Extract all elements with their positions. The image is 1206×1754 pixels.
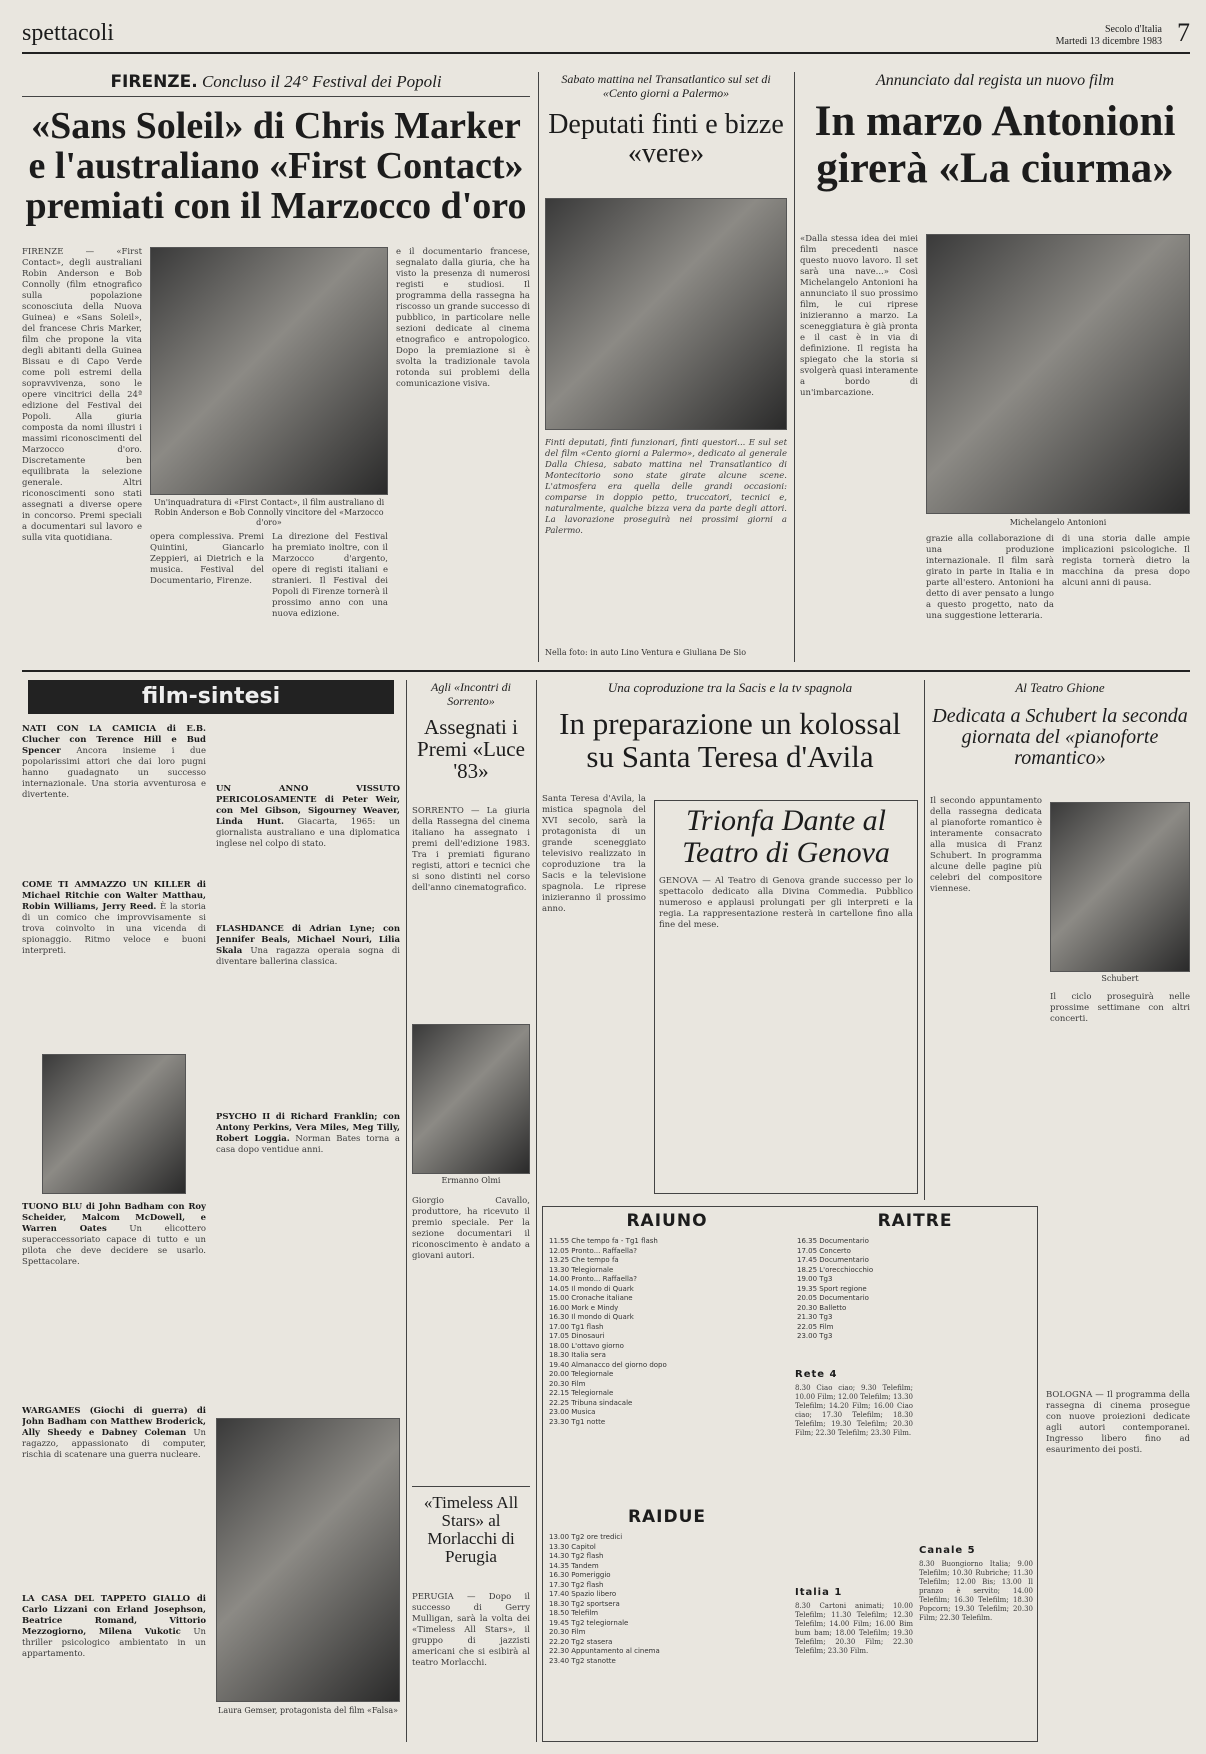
- article-column: grazie alla collaborazione di una produzione internazionale. Il film sarà girato in parte in Italia e in parte all'estero. Antonioni ha detto di aver pensato a lungo a questo progetto, nato da una suggestione letteraria.: [926, 534, 1054, 621]
- tv-item: 17.05 Dinosauri: [549, 1332, 605, 1340]
- photo-caption: Schubert: [1101, 974, 1139, 983]
- rete4-block: [795, 1369, 913, 1579]
- tv-item: 20.00 Telegiornale: [549, 1370, 614, 1378]
- article-photo: [926, 234, 1190, 514]
- column-rule: [924, 680, 925, 1200]
- article-kicker: Una coproduzione tra la Sacis e la tv spagnola: [607, 680, 853, 695]
- tv-item: 14.05 Il mondo di Quark: [549, 1284, 634, 1293]
- column-rule: [538, 72, 539, 662]
- article-kicker: Annunciato dal regista un nuovo film: [875, 72, 1115, 89]
- film-entry: [22, 1594, 206, 1714]
- article-body: SORRENTO — La giuria della Rassegna del cinema italiano ha assegnato i premi dell'edizione 1983. Tra i premiati figurano registi, attori e tecnici che si sono distinti nel corso dell'anno cinematografico.: [412, 806, 530, 893]
- tv-item: 23.30 Tg1 notte: [549, 1417, 606, 1426]
- film-photo: [216, 1418, 400, 1702]
- tv-item: 23.40 Tg2 stanotte: [549, 1656, 616, 1665]
- article-body-timeless: PERUGIA — Dopo il successo di Gerry Mulligan, sarà la volta dei «Timeless All Stars», il gruppo di jazzisti americani che si esibirà al teatro Morlacchi.: [412, 1592, 530, 1668]
- article-headline: Trionfa Dante al Teatro di Genova: [682, 804, 890, 869]
- article-column: La direzione del Festival ha premiato inoltre, con il Marzocco d'argento, opere di registi italiani e stranieri. Il Festival dei Popoli di Firenze tornerà il prossimo anno con una nuova edizione.: [272, 532, 388, 619]
- film-entry-text: Un elicottero superaccessoriato capace di tutto e un pilota che deve decidere se usarlo. Spettacolare.: [22, 1224, 206, 1267]
- tv-item: 16.00 Mork e Mindy: [549, 1303, 619, 1312]
- section-rule: [22, 670, 1190, 672]
- film-entry-text: Ancora insieme i due popolarissimi attori che dai loro pugni hanno guadagnato un successo internazionale. Una storia avventurosa e divertente.: [22, 746, 206, 800]
- tv-item: 20.05 Documentario: [797, 1294, 869, 1302]
- tv-item: 17.30 Tg2 flash: [549, 1580, 604, 1589]
- raidue-logo: RAIDUE: [627, 1507, 707, 1527]
- tv-item: 21.30 Tg3: [797, 1313, 833, 1321]
- canale5-schedule: 8.30 Buongiorno Italia; 9.00 Telefilm; 10.30 Rubriche; 11.30 Telefilm; 12.00 Bis; 13.00 Il pranzo è servito; 14.00 Telefilm; 16.30 Telefilm; 18.30 Popcorn; 19.30 Telefilm; 20.30 Film; 22.30 Telefilm.: [919, 1560, 1033, 1622]
- tv-item: 12.05 Pronto... Raffaella?: [549, 1246, 637, 1255]
- article-body: Il ciclo proseguirà nelle prossime settimane con altri concerti.: [1050, 992, 1190, 1024]
- article-deputati-finti: [545, 72, 787, 662]
- film-entry-text: Norman Bates torna a casa dopo ventidue anni.: [216, 1134, 400, 1155]
- rete4-logo: Rete 4: [795, 1369, 838, 1380]
- film-entry-title: WARGAMES (Giochi di guerra) di John Badham con Matthew Broderick, Ally Sheedy e Dabney Coleman: [22, 1406, 206, 1438]
- tv-item: 15.00 Cronache italiane: [549, 1294, 633, 1302]
- photo-caption: Laura Gemser, protagonista del film «Falsa»: [218, 1706, 398, 1715]
- article-photo: [1050, 802, 1190, 972]
- tv-item: 19.00 Tg3: [797, 1275, 833, 1283]
- tv-item: 19.45 Tg2 telegiornale: [549, 1618, 629, 1627]
- article-antonioni: [800, 72, 1190, 662]
- film-entry-title: LA CASA DEL TAPPETO GIALLO di Carlo Lizzani con Erland Josephson, Beatrice Romand, Vittorio Mezzogiorno, Milena Vukotic: [22, 1594, 206, 1637]
- tv-item: 19.40 Almanacco del giorno dopo: [549, 1360, 667, 1369]
- film-sintesi-left: [22, 724, 206, 1736]
- tv-item: 17.05 Concerto: [797, 1246, 851, 1255]
- article-body: Il secondo appuntamento della rassegna dedicata al pianoforte romantico è interamente consacrato alla musica di Franz Schubert. In programma alcune delle pagine più celebri del compositore viennese.: [930, 796, 1042, 894]
- film-entry-text: È la storia di un comico che improvvisamente si trova coinvolto in una vicenda di spionaggio. Ritmo veloce e buoni interpreti.: [22, 902, 206, 956]
- tv-item: 16.30 Pomeriggio: [549, 1571, 611, 1579]
- article-kicker: [22, 72, 530, 97]
- article-photo: [150, 247, 388, 495]
- tv-item: 18.25 L'orecchiocchio: [797, 1265, 874, 1274]
- banner-text: film-sintesi: [141, 684, 281, 709]
- tv-item: 22.20 Tg2 stasera: [549, 1637, 613, 1646]
- article-sans-soleil: [22, 72, 530, 662]
- film-entry-title: FLASHDANCE di Adrian Lyne; con Jennifer Beals, Michael Nouri, Lilia Skala: [216, 924, 400, 956]
- article-headline: Deputati finti e bizze «vere»: [548, 109, 784, 170]
- article-body: Finti deputati, finti funzionari, finti questori... E sul set del film «Cento giorni a Palermo», dedicato al generale Dalla Chiesa, sabato mattina nel Transatlantico di Montecitorio sono state girate alcune scene. L'atmosfera era quella delle grandi occasioni: comparse in doppio petto, truccatori, tecnici e, naturalmente, qualche bizza vera da parte degli attori. La lavorazione proseguirà nei prossimi giorni a Palermo.: [545, 438, 787, 536]
- film-entry-title: COME TI AMMAZZO UN KILLER di Michael Ritchie con Walter Matthau, Robin Williams, Jerry Reed.: [22, 880, 206, 912]
- italia1-schedule: 8.30 Cartoni animati; 10.00 Telefilm; 11.30 Telefilm; 12.30 Telefilm; 14.00 Film; 16.00 Bim bum bam; 18.00 Telefilm; 19.30 Telefilm; 20.30 Film; 22.30 Telefilm; 23.30 Film.: [795, 1602, 913, 1655]
- tv-item: 13.25 Che tempo fa: [549, 1256, 619, 1264]
- raidue-schedule: [549, 1533, 787, 1733]
- film-entry-title: PSYCHO II di Richard Franklin; con Antony Perkins, Vera Miles, Meg Tilly, Robert Loggia.: [216, 1112, 400, 1144]
- film-entry: [22, 1406, 206, 1586]
- tv-item: 19.35 Sport regione: [797, 1284, 867, 1293]
- tv-item: 23.00 Tg3: [797, 1332, 833, 1340]
- page-number: 7: [1177, 18, 1190, 47]
- film-sintesi-right: [216, 724, 400, 1736]
- film-entry-text: Un thriller psicologico ambientato in un appartamento.: [22, 1627, 206, 1659]
- article-rule: [412, 1486, 530, 1487]
- article-headline-timeless: «Timeless All Stars» al Morlacchi di Perugia: [423, 1493, 519, 1566]
- paper-meta: [1056, 24, 1162, 48]
- article-kicker: Sabato mattina nel Transatlantico sul set di «Cento giorni a Palermo»: [561, 72, 771, 100]
- photo-caption: Michelangelo Antonioni: [1009, 518, 1107, 527]
- article-photo: [545, 198, 787, 430]
- tv-item: 16.35 Documentario: [797, 1237, 869, 1245]
- film-entry: [22, 724, 206, 872]
- tv-item: 20.30 Film: [549, 1379, 586, 1388]
- issue-date: Martedì 13 dicembre 1983: [1055, 36, 1162, 47]
- article-body: Giorgio Cavallo, produttore, ha ricevuto il premio speciale. Per la sezione documentari il riconoscimento è andato a giovani autori.: [412, 1196, 530, 1261]
- raitre-logo: RAITRE: [877, 1211, 953, 1231]
- raiuno-logo: RAIUNO: [626, 1211, 708, 1231]
- tv-item: 17.45 Documentario: [797, 1256, 869, 1264]
- tv-item: 18.50 Telefilm: [549, 1609, 599, 1617]
- film-entry: [22, 880, 206, 1046]
- article-photo: [412, 1024, 530, 1174]
- photo-caption: Un'inquadratura di «First Contact», il film australiano di Robin Anderson e Bob Connolly vincitore del «Marzocco d'oro»: [153, 498, 385, 527]
- article-column: «Dalla stessa idea dei miei film precedenti nasce questo nuovo lavoro. Il set sarà una nave...» Così Michelangelo Antonioni ha annunciato il suo prossimo film, le cui riprese inizieranno a marzo. La sceneggiatura è già pronta e il cast è in via di definizione. Il regista ha spiegato che la storia si svolgerà quasi interamente a bordo di un'imbarcazione.: [800, 234, 918, 398]
- tv-item: 20.30 Film: [549, 1628, 586, 1636]
- column-rule: [794, 72, 795, 662]
- tv-item: 22.05 Film: [797, 1322, 834, 1331]
- film-entry: [216, 924, 400, 1102]
- tv-item: 20.30 Balletto: [797, 1303, 847, 1312]
- tv-item: 17.40 Spazio libero: [549, 1590, 617, 1598]
- article-headline: In marzo Antonioni girerà «La ciurma»: [814, 98, 1176, 193]
- raiuno-schedule: [549, 1237, 787, 1499]
- rete4-schedule: 8.30 Ciao ciao; 9.30 Telefilm; 10.00 Film; 12.00 Telefilm; 13.30 Telefilm; 14.20 Film; 16.00 Ciao ciao; 17.30 Telefilm; 18.30 Telefilm; 19.30 Telefilm; 20.30 Film; 22.30 Telefilm; 23.30 Film.: [795, 1384, 913, 1437]
- film-entry: [216, 1112, 400, 1352]
- article-kicker: Al Teatro Ghione: [1015, 680, 1105, 695]
- article-headline: «Sans Soleil» di Chris Marker e l'australiano «First Contact» premiati con il Marzocco d'oro: [25, 105, 527, 227]
- film-entry-text: Giacarta, 1965: un giornalista australiano e una diplomatica inglese nel colpo di stato.: [216, 817, 400, 849]
- article-kicker: Agli «Incontri di Sorrento»: [431, 680, 511, 708]
- article-column: e il documentario francese, segnalato dalla giuria, che ha visto la presenza di numerosi registi e studiosi. Il programma della rassegna ha riscosso un grande successo di pubblico, in particolare nelle sezioni dedicate al cinema etnografico e antropologico. Dopo la premiazione si è svolta la tradizionale tavola rotonda sui problemi della comunicazione visiva.: [396, 247, 530, 389]
- tv-item: 11.55 Che tempo fa - Tg1 flash: [549, 1237, 658, 1245]
- article-headline: In preparazione un kolossal su Santa Teresa d'Avila: [559, 706, 901, 774]
- photo-caption: Nella foto: in auto Lino Ventura e Giuliana De Sio: [545, 648, 747, 657]
- photo-caption: Ermanno Olmi: [441, 1176, 501, 1185]
- film-photo: [42, 1054, 186, 1194]
- article-bologna: BOLOGNA — Il programma della rassegna di cinema prosegue con nuove proiezioni dedicate agli autori contemporanei. Ingresso libero fino ad esaurimento dei posti.: [1046, 1390, 1190, 1455]
- article-dante-box: [654, 800, 918, 1194]
- tv-item: 18.00 L'ottavo giorno: [549, 1341, 624, 1350]
- tv-item: 14.35 Tandem: [549, 1561, 599, 1570]
- film-entry: [22, 1202, 206, 1398]
- article-column: opera complessiva. Premi Quintini, Giancarlo Zeppieri, ai Dietrich e la musica. Festival del Documentario, Firenze.: [150, 532, 264, 586]
- canale5-logo: Canale 5: [919, 1545, 976, 1556]
- tv-listings: [542, 1206, 1038, 1742]
- film-entry: [216, 784, 400, 894]
- article-column: di una storia dalle ampie implicazioni psicologiche. Il regista tornerà dietro la macchina da presa dopo alcuni anni di pausa.: [1062, 534, 1190, 588]
- article-body: GENOVA — Al Teatro di Genova grande successo per lo spettacolo dedicato alla Divina Commedia. Pubblico numeroso e applausi prolungati per gli interpreti e la regia. La rappresentazione resterà in cartellone fino alla fine del mese.: [659, 876, 913, 930]
- tv-item: 13.00 Tg2 ore tredici: [549, 1533, 623, 1541]
- film-sintesi-banner: [28, 680, 394, 714]
- raitre-schedule: [797, 1237, 1033, 1361]
- kicker-place: FIRENZE.: [110, 72, 198, 92]
- section-name: spettacoli: [22, 20, 114, 46]
- tv-item: 17.00 Tg1 flash: [549, 1322, 604, 1331]
- paper-name: Secolo d'Italia: [1104, 24, 1162, 35]
- film-entry-title: NATI CON LA CAMICIA di E.B. Clucher con Terence Hill e Bud Spencer: [22, 724, 206, 756]
- tv-item: 22.15 Telegiornale: [549, 1389, 614, 1397]
- article-headline: Dedicata a Schubert la seconda giornata del «pianoforte romantico»: [932, 705, 1188, 769]
- tv-item: 22.25 Tribuna sindacale: [549, 1398, 633, 1407]
- tv-item: 14.30 Tg2 flash: [549, 1552, 604, 1560]
- tv-item: 13.30 Capitol: [549, 1542, 596, 1551]
- masthead: [22, 18, 1190, 54]
- canale5-block: [919, 1545, 1033, 1737]
- italia1-block: [795, 1587, 913, 1737]
- column-rule: [536, 680, 537, 1742]
- film-entry-text: Una ragazza operaia sogna di diventare ballerina classica.: [216, 946, 400, 967]
- tv-item: 23.00 Musica: [549, 1408, 596, 1416]
- column-rule: [406, 680, 407, 1742]
- article-premi-luce: [412, 680, 530, 1742]
- kicker-text: Concluso il 24° Festival dei Popoli: [197, 72, 442, 91]
- tv-item: 13.30 Telegiornale: [549, 1265, 614, 1274]
- tv-item: 14.00 Pronto... Raffaella?: [549, 1275, 637, 1283]
- article-santa-teresa: [542, 680, 918, 1200]
- tv-item: 22.30 Appuntamento al cinema: [549, 1647, 660, 1655]
- film-entry-title: UN ANNO VISSUTO PERICOLOSAMENTE di Peter Weir, con Mel Gibson, Sigourney Weaver, Linda Hunt.: [216, 784, 400, 827]
- film-entry-title: TUONO BLU di John Badham con Roy Scheider, Malcom McDowell, e Warren Oates: [22, 1202, 206, 1234]
- article-column: Santa Teresa d'Avila, la mistica spagnola del XVI secolo, sarà la protagonista di un grande sceneggiato televisivo realizzato in coproduzione tra la Sacis e la televisione spagnola. Le riprese inizieranno il prossimo anno.: [542, 794, 646, 914]
- tv-item: 18.30 Tg2 sportsera: [549, 1599, 620, 1608]
- tv-item: 16.30 Il mondo di Quark: [549, 1313, 634, 1321]
- film-sintesi-column: [22, 680, 400, 1742]
- italia1-logo: Italia 1: [795, 1587, 843, 1598]
- tv-item: 18.30 Italia sera: [549, 1351, 606, 1359]
- article-headline: Assegnati i Premi «Luce '83»: [417, 715, 525, 784]
- film-entry-text: Un ragazzo, appassionato di computer, rischia di scatenare una guerra nucleare.: [22, 1428, 206, 1460]
- article-column: FIRENZE — «First Contact», degli australiani Robin Anderson e Bob Connolly (film etnografico sulla popolazione sconosciuta della Nuova Guinea) e «Sans Soleil», del francese Chris Marker, film che propone la vita degli abitanti della Guinea Bissau e di Capo Verde come poli estremi della sopravvivenza, sono le opere vincitrici della 24ª edizione del Festival dei Popoli. Alla giuria composta da nomi illustri i massimi riconoscimenti del Marzocco d'oro. Discretamente ben equilibrata la selezione generale. Altri riconoscimenti sono stati assegnati a diverse opere in concorso. Premi speciali a documentari sul lavoro e sulla vita quotidiana.: [22, 247, 142, 543]
